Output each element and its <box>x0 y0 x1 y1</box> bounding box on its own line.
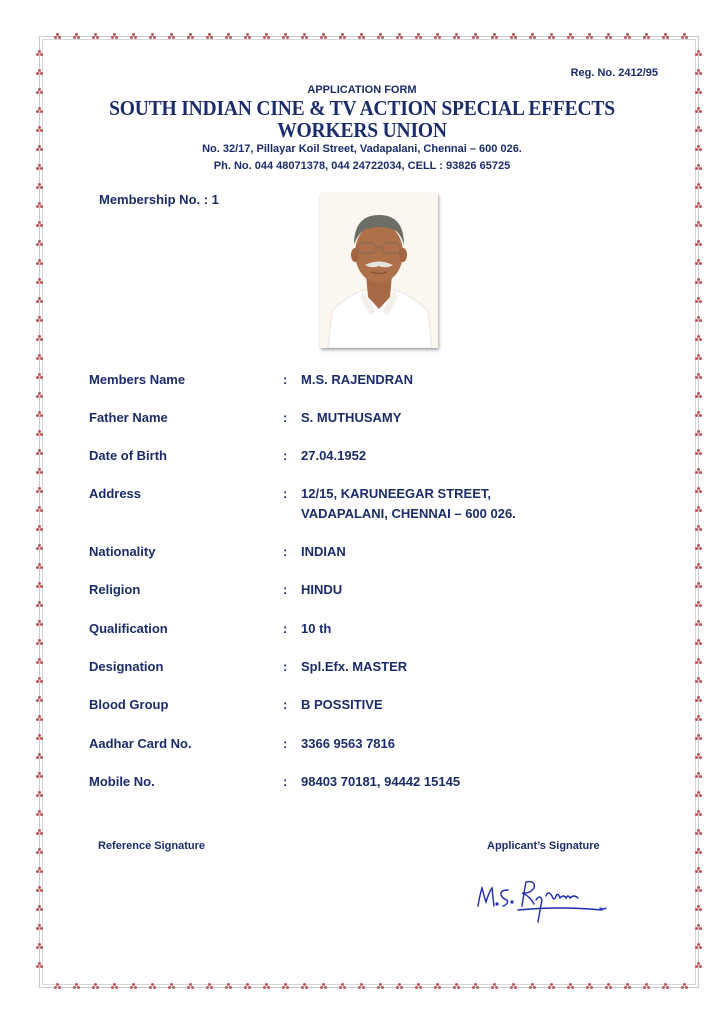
ornament-icon <box>130 983 137 990</box>
ornament-icon <box>36 886 43 893</box>
ornament-icon <box>168 983 175 990</box>
ornament-icon <box>510 33 517 40</box>
ornament-icon <box>282 33 289 40</box>
ornament-icon <box>695 411 702 418</box>
ornament-icon <box>695 658 702 665</box>
ornament-icon <box>358 983 365 990</box>
ornament-icon <box>695 468 702 475</box>
field-value: 27.04.1952 <box>301 448 367 463</box>
field-label: Religion <box>89 582 141 597</box>
ornament-icon <box>149 33 156 40</box>
ornament-icon <box>130 33 137 40</box>
ornament-icon <box>643 983 650 990</box>
ornament-icon <box>529 983 536 990</box>
ornament-icon <box>453 33 460 40</box>
field-value: 10 th <box>301 621 332 636</box>
ornament-icon <box>695 867 702 874</box>
field-value: INDIAN <box>301 544 346 559</box>
field-value: 3366 9563 7816 <box>301 736 395 751</box>
ornament-icon <box>36 715 43 722</box>
ornament-icon <box>36 468 43 475</box>
ornament-icon <box>695 886 702 893</box>
ornament-icon <box>36 411 43 418</box>
ornament-icon <box>695 430 702 437</box>
ornament-icon <box>415 33 422 40</box>
field-label: Father Name <box>89 410 168 425</box>
ornament-icon <box>695 69 702 76</box>
field-separator: : <box>283 372 288 387</box>
ornament-icon <box>263 33 270 40</box>
ornament-icon <box>187 33 194 40</box>
ornament-icon <box>225 33 232 40</box>
ornament-icon <box>36 354 43 361</box>
field-label: Aadhar Card No. <box>89 736 192 751</box>
form-label: APPLICATION FORM <box>307 84 417 96</box>
ornament-icon <box>54 983 61 990</box>
ornament-icon <box>695 316 702 323</box>
ornament-icon <box>73 33 80 40</box>
union-title <box>25 97 698 141</box>
ornament-icon <box>36 183 43 190</box>
applicant-signature-label: Applicant’s Signature <box>487 840 600 852</box>
ornament-icon <box>695 487 702 494</box>
ornament-icon <box>225 983 232 990</box>
ornament-icon <box>111 983 118 990</box>
ornament-icon <box>36 601 43 608</box>
field-label: Designation <box>89 659 164 674</box>
ornament-icon <box>415 983 422 990</box>
ornament-icon <box>377 983 384 990</box>
ornament-icon <box>320 983 327 990</box>
ornament-icon <box>695 297 702 304</box>
ornament-icon <box>695 639 702 646</box>
ornament-icon <box>624 983 631 990</box>
ornament-icon <box>36 924 43 931</box>
reference-signature-label: Reference Signature <box>98 840 205 852</box>
ornament-icon <box>472 983 479 990</box>
ornament-icon <box>695 753 702 760</box>
ornament-icon <box>36 506 43 513</box>
ornament-icon <box>36 563 43 570</box>
ornament-icon <box>36 50 43 57</box>
ornament-icon <box>695 848 702 855</box>
applicant-signature <box>470 866 620 926</box>
ornament-icon <box>434 983 441 990</box>
field-label: Date of Birth <box>89 448 167 463</box>
ornament-icon <box>695 392 702 399</box>
ornament-icon <box>695 563 702 570</box>
ornament-icon <box>624 33 631 40</box>
ornament-icon <box>695 449 702 456</box>
union-title-line1: SOUTH INDIAN CINE & TV ACTION SPECIAL EFFECTS <box>109 96 615 120</box>
ornament-icon <box>244 33 251 40</box>
ornament-icon <box>681 983 688 990</box>
ornament-icon <box>339 33 346 40</box>
ornament-icon <box>491 983 498 990</box>
ornament-icon <box>36 582 43 589</box>
ornament-icon <box>358 33 365 40</box>
ornament-icon <box>36 316 43 323</box>
ornament-icon <box>695 962 702 969</box>
ornament-icon <box>681 33 688 40</box>
field-value: B POSSITIVE <box>301 697 383 712</box>
ornament-icon <box>36 791 43 798</box>
field-separator: : <box>283 621 288 636</box>
ornament-icon <box>36 278 43 285</box>
ornament-icon <box>36 677 43 684</box>
ornament-icon <box>695 829 702 836</box>
field-label: Address <box>89 486 142 501</box>
ornament-icon <box>695 221 702 228</box>
ornament-icon <box>586 983 593 990</box>
ornament-icon <box>36 639 43 646</box>
ornament-icon <box>695 259 702 266</box>
ornament-icon <box>263 983 270 990</box>
ornament-icon <box>695 905 702 912</box>
ornament-icon <box>695 791 702 798</box>
ornament-icon <box>36 525 43 532</box>
ornament-icon <box>149 983 156 990</box>
ornament-icon <box>695 183 702 190</box>
ornament-icon <box>695 772 702 779</box>
union-phones: Ph. No. 044 48071378, 044 24722034, CELL : 93826 65725 <box>213 160 511 172</box>
ornament-icon <box>434 33 441 40</box>
ornament-icon <box>36 753 43 760</box>
ornament-icon <box>36 335 43 342</box>
ornament-icon <box>472 33 479 40</box>
ornament-icon <box>36 449 43 456</box>
ornament-icon <box>206 33 213 40</box>
ornament-icon <box>301 983 308 990</box>
field-value: M.S. RAJENDRAN <box>301 372 413 387</box>
ornament-icon <box>36 430 43 437</box>
field-value: HINDU <box>301 582 343 597</box>
ornament-icon <box>695 943 702 950</box>
ornament-icon <box>92 33 99 40</box>
field-label: Qualification <box>89 621 168 636</box>
ornament-icon <box>36 297 43 304</box>
ornament-icon <box>36 202 43 209</box>
ornament-icon <box>695 677 702 684</box>
ornament-icon <box>73 983 80 990</box>
ornament-icon <box>36 962 43 969</box>
ornament-icon <box>695 715 702 722</box>
ornament-icon <box>510 983 517 990</box>
ornament-icon <box>36 848 43 855</box>
ornament-icon <box>36 734 43 741</box>
ornament-icon <box>36 221 43 228</box>
field-value: 98403 70181, 94442 15145 <box>301 774 461 789</box>
field-label: Blood Group <box>89 697 169 712</box>
ornament-icon <box>695 734 702 741</box>
ornament-icon <box>695 696 702 703</box>
ornament-icon <box>662 983 669 990</box>
ornament-icon <box>605 33 612 40</box>
ornament-icon <box>491 33 498 40</box>
ornament-icon <box>36 829 43 836</box>
ornament-icon <box>567 983 574 990</box>
ornament-icon <box>586 33 593 40</box>
ornament-icon <box>36 943 43 950</box>
ornament-icon <box>695 202 702 209</box>
union-title-line2: WORKERS UNION <box>277 118 447 142</box>
ornament-icon <box>54 33 61 40</box>
member-photo <box>320 193 438 348</box>
ornament-icon <box>301 33 308 40</box>
union-address: No. 32/17, Pillayar Koil Street, Vadapalani, Chennai – 600 026. <box>202 143 522 155</box>
ornament-icon <box>695 240 702 247</box>
ornament-icon <box>695 506 702 513</box>
field-separator: : <box>283 544 288 559</box>
ornament-icon <box>695 601 702 608</box>
ornament-icon <box>92 983 99 990</box>
member-portrait-icon <box>320 193 438 348</box>
ornament-icon <box>339 983 346 990</box>
ornament-icon <box>36 658 43 665</box>
ornament-icon <box>36 867 43 874</box>
field-separator: : <box>283 410 288 425</box>
ornament-icon <box>695 50 702 57</box>
ornament-icon <box>695 544 702 551</box>
field-separator: : <box>283 659 288 674</box>
ornament-icon <box>111 33 118 40</box>
ornament-icon <box>377 33 384 40</box>
registration-number: Reg. No. 2412/95 <box>570 67 658 79</box>
ornament-icon <box>695 335 702 342</box>
ornament-icon <box>36 487 43 494</box>
ornament-icon <box>605 983 612 990</box>
field-separator: : <box>283 774 288 789</box>
ornament-icon <box>36 772 43 779</box>
field-separator: : <box>283 486 288 501</box>
ornament-icon <box>567 33 574 40</box>
ornament-icon <box>282 983 289 990</box>
ornament-icon <box>453 983 460 990</box>
field-separator: : <box>283 448 288 463</box>
ornament-icon <box>695 620 702 627</box>
ornament-icon <box>36 373 43 380</box>
field-value: S. MUTHUSAMY <box>301 410 402 425</box>
ornament-icon <box>695 924 702 931</box>
signature-mark-icon <box>470 866 620 926</box>
field-separator: : <box>283 582 288 597</box>
field-label: Mobile No. <box>89 774 155 789</box>
ornament-icon <box>36 620 43 627</box>
field-value: Spl.Efx. MASTER <box>301 659 408 674</box>
ornament-icon <box>36 544 43 551</box>
ornament-icon <box>36 69 43 76</box>
ornament-icon <box>36 905 43 912</box>
ornament-icon <box>548 33 555 40</box>
ornament-icon <box>396 983 403 990</box>
ornament-icon <box>695 525 702 532</box>
ornament-icon <box>695 354 702 361</box>
ornament-icon <box>529 33 536 40</box>
ornament-icon <box>168 33 175 40</box>
ornament-icon <box>206 983 213 990</box>
ornament-icon <box>36 810 43 817</box>
ornament-icon <box>396 33 403 40</box>
field-value: 12/15, KARUNEEGAR STREET, VADAPALANI, CHENNAI – 600 026. <box>301 486 516 521</box>
ornament-icon <box>36 240 43 247</box>
ornament-icon <box>187 983 194 990</box>
ornament-icon <box>244 983 251 990</box>
ornament-icon <box>695 810 702 817</box>
ornament-icon <box>662 33 669 40</box>
field-separator: : <box>283 697 288 712</box>
ornament-icon <box>695 373 702 380</box>
ornament-icon <box>643 33 650 40</box>
ornament-icon <box>695 278 702 285</box>
ornament-icon <box>36 696 43 703</box>
field-label: Nationality <box>89 544 156 559</box>
field-label: Members Name <box>89 372 186 387</box>
ornament-icon <box>320 33 327 40</box>
membership-number: Membership No. : 1 <box>99 192 219 207</box>
ornament-icon <box>695 582 702 589</box>
ornament-icon <box>548 983 555 990</box>
ornament-icon <box>36 392 43 399</box>
ornament-icon <box>36 259 43 266</box>
field-separator: : <box>283 736 288 751</box>
